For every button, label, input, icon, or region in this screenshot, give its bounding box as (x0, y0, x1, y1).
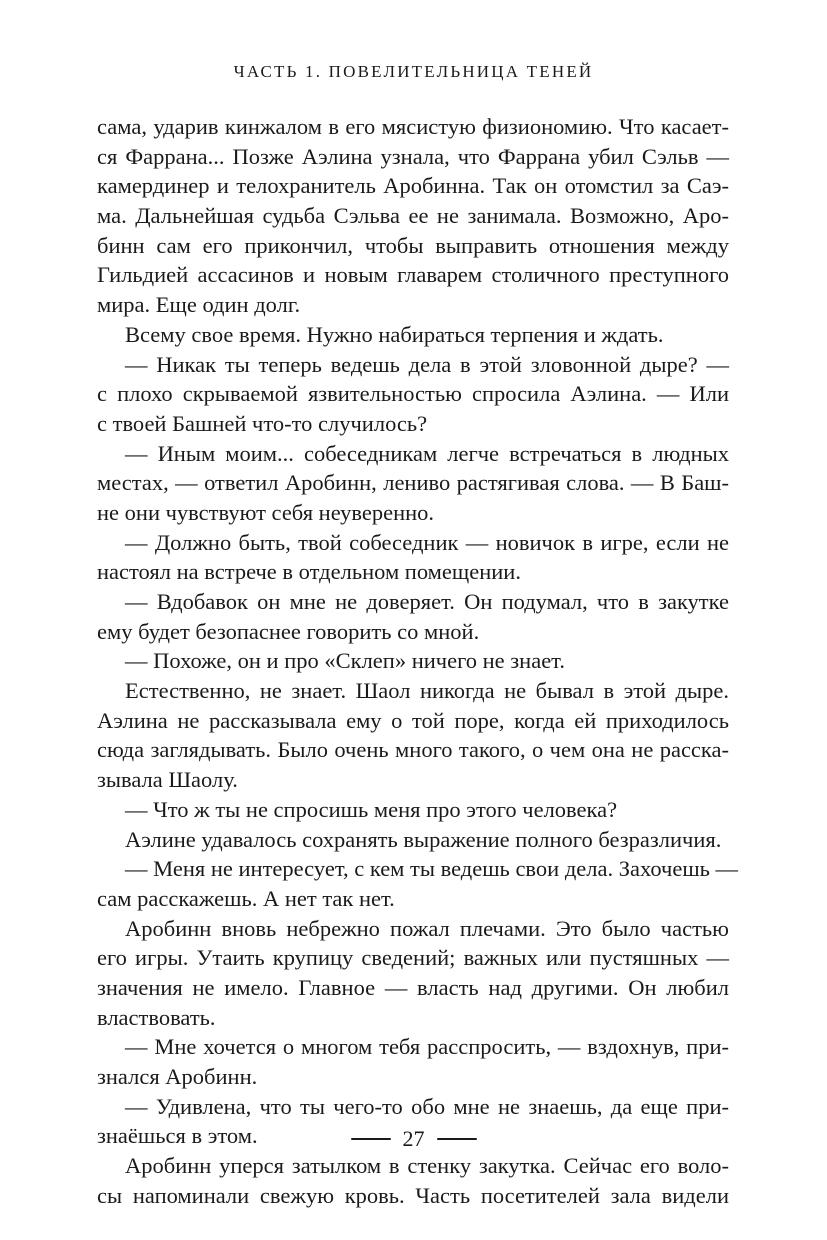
text-line: — Похоже, он и про «Склеп» ничего не знает. (125, 648, 565, 674)
text-line: — Должно быть, твой собеседник — новичок в игре, если не (125, 529, 729, 555)
ornament-dash-right (437, 1138, 477, 1140)
text-line: местах, — ответил Аробинн, лениво растягивая слова. — В Баш- (97, 470, 729, 496)
text-line: не они чувствуют себя неуверенно. (97, 499, 435, 525)
text-line: Аробинн уперся затылком в стенку закутка. Сейчас его воло- (125, 1153, 729, 1179)
page-number: 27 (402, 1126, 425, 1151)
text-line: сама, ударив кинжалом в его мясистую физиономию. Что касает- (97, 114, 729, 139)
text-line: — Мне хочется о многом тебя расспросить, — вздохнув, при- (125, 1034, 729, 1060)
text-line: камердинер и телохранитель Аробинна. Так он отомстил за Саэ- (97, 173, 729, 199)
text-line: — Вдобавок он мне не доверяет. Он подумал, что в закутке (125, 589, 729, 614)
text-line: с твоей Башней что-то случилось? (97, 410, 428, 436)
text-line: ся Фаррана... Позже Аэлина узнала, что Фаррана убил Сэльв — (97, 143, 729, 169)
body-text (97, 112, 739, 1210)
text-line: его игры. Утаить крупицу сведений; важных или пустяшных — (97, 945, 729, 971)
text-line: значения не имело. Главное — власть над другими. Он любил (97, 974, 729, 1000)
text-line: мира. Еще один долг. (97, 292, 301, 318)
ornament-dash-left (351, 1138, 391, 1140)
text-line: сюда заглядывать. Было очень много такого, о чем она не расска- (97, 737, 729, 763)
text-line: ему будет безопаснее говорить со мной. (97, 618, 480, 644)
text-line: бинн сам его прикончил, чтобы выправить отношения между (97, 232, 729, 258)
text-line: властвовать. (97, 1004, 216, 1030)
text-line: — Удивлена, что ты чего-то обо мне не знаешь, да еще при- (125, 1093, 729, 1119)
text-line: Всему свое время. Нужно набираться терпения и ждать. (125, 321, 664, 347)
text-line: Естественно, не знает. Шаол никогда не бывал в этой дыре. (125, 678, 729, 704)
text-line: — Меня не интересует, с кем ты ведешь свои дела. Захочешь — (125, 856, 739, 882)
text-line: ма. Дальнейшая судьба Сэльва ее не занимала. Возможно, Аро- (97, 203, 729, 229)
text-line: — Что ж ты не спросишь меня про этого человека? (125, 796, 618, 822)
text-line: зывала Шаолу. (97, 767, 238, 793)
text-line: — Иным моим... собеседникам легче встречаться в людных (125, 440, 729, 466)
text-line: знаёшься в этом. (97, 1123, 258, 1149)
text-line: сы напоминали свежую кровь. Часть посетителей зала видели (97, 1182, 729, 1208)
text-line: Аробинн вновь небрежно пожал плечами. Это было частью (125, 915, 729, 941)
text-line: сам расскажешь. А нет так нет. (97, 885, 395, 911)
text-line: Аэлина не рассказывала ему о той поре, когда ей приходилось (97, 707, 729, 733)
text-line: настоял на встрече в отдельном помещении. (97, 559, 521, 585)
running-header: ЧАСТЬ 1. ПОВЕЛИТЕЛЬНИЦА ТЕНЕЙ (233, 62, 594, 81)
text-line: знался Аробинн. (97, 1064, 258, 1089)
text-line: Гильдией ассасинов и новым главарем столичного преступного (97, 262, 729, 288)
text-line: с плохо скрываемой язвительностью спросила Аэлина. — Или (97, 381, 729, 407)
text-line: — Никак ты теперь ведешь дела в этой зловонной дыре? — (125, 351, 729, 377)
text-line: Аэлине удавалось сохранять выражение полного безразличия. (125, 826, 722, 852)
page-footer (0, 1126, 827, 1152)
